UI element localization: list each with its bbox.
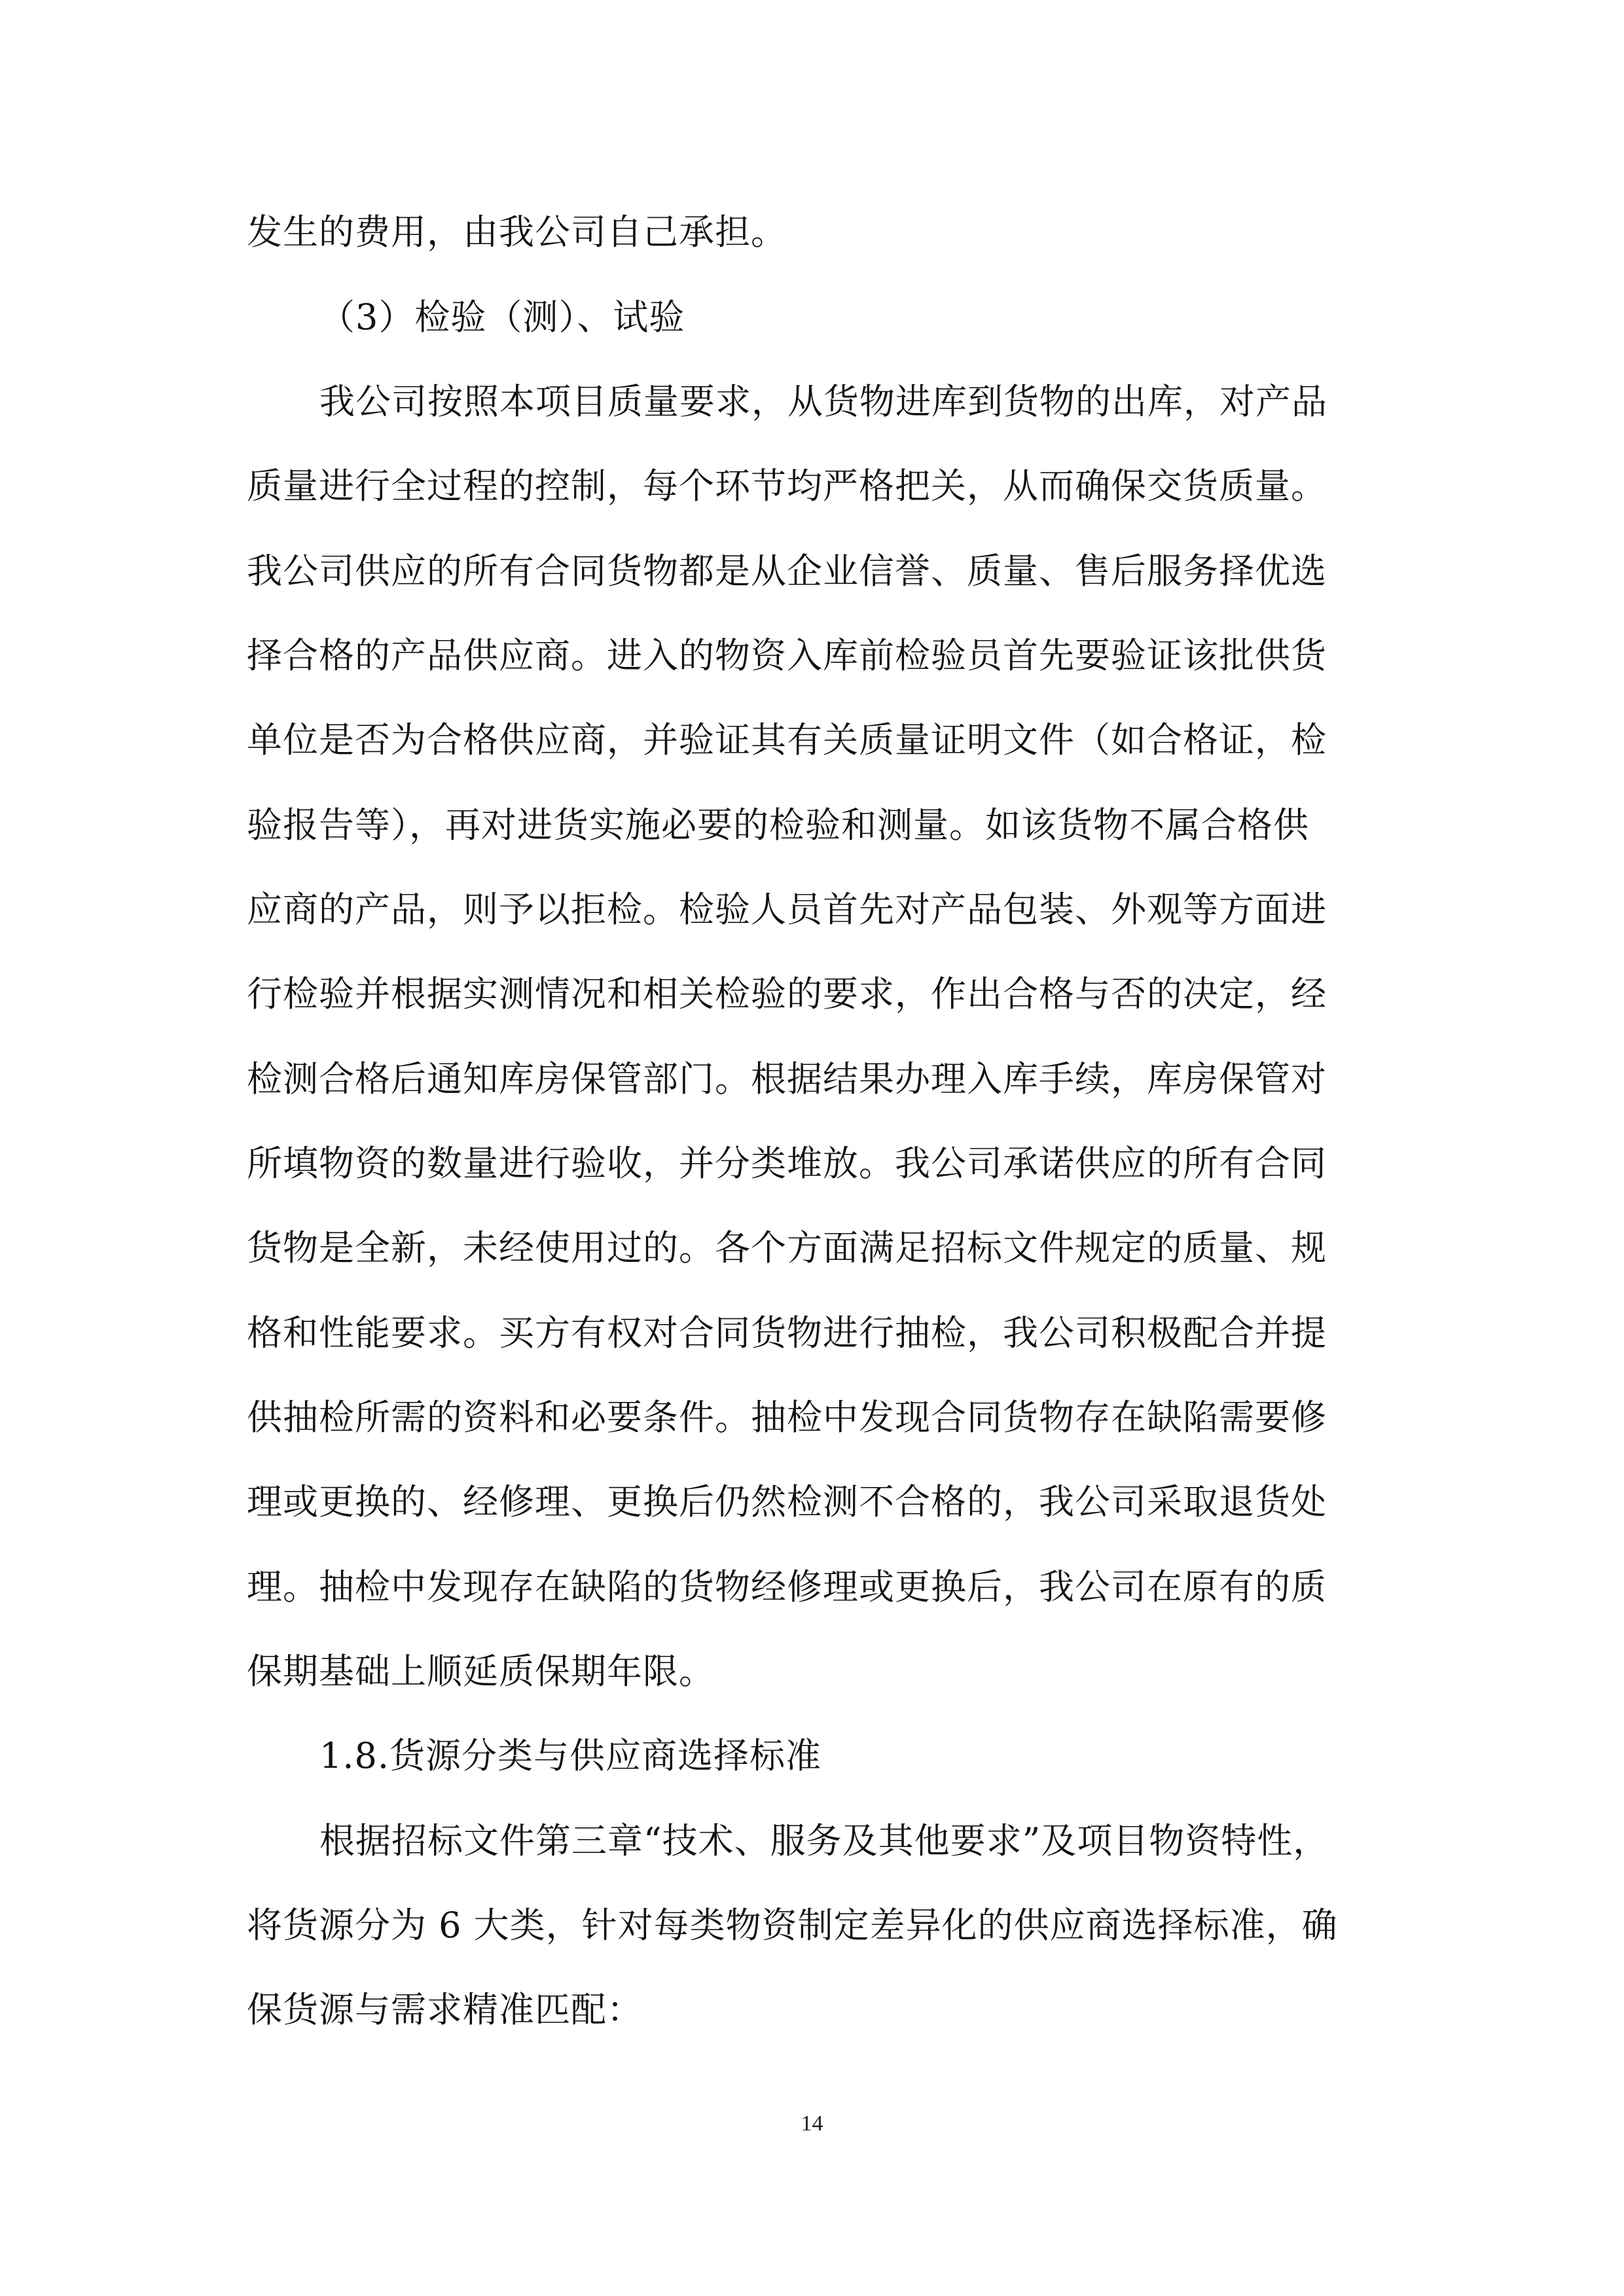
- paragraph-line: 单位是否为合格供应商，并验证其有关质量证明文件（如合格证，检: [247, 719, 1327, 761]
- paragraph-line: 货物是全新，未经使用过的。各个方面满足招标文件规定的质量、规: [247, 1227, 1327, 1268]
- paragraph-line: 行检验并根据实测情况和相关检验的要求，作出合格与否的决定，经: [247, 973, 1327, 1014]
- paragraph-line: 格和性能要求。买方有权对合同货物进行抽检，我公司积极配合并提: [247, 1312, 1327, 1354]
- paragraph-line: 验报告等），再对进货实施必要的检验和测量。如该货物不属合格供: [247, 804, 1309, 846]
- paragraph-line: 理。抽检中发现存在缺陷的货物经修理或更换后，我公司在原有的质: [247, 1566, 1327, 1607]
- section-heading: 1.8.货源分类与供应商选择标准: [319, 1735, 822, 1776]
- paragraph-line: 保货源与需求精准匹配：: [247, 1989, 643, 2030]
- paragraph-line: 质量进行全过程的控制，每个环节均严格把关，从而确保交货质量。: [247, 465, 1327, 507]
- paragraph-line: 我公司供应的所有合同货物都是从企业信誉、质量、售后服务择优选: [247, 550, 1327, 592]
- page-number: 14: [801, 2111, 823, 2136]
- paragraph-line: 根据招标文件第三章“技术、服务及其他要求”及项目物资特性，: [319, 1820, 1329, 1861]
- paragraph-line: 择合格的产品供应商。进入的物资入库前检验员首先要验证该批供货: [247, 635, 1327, 676]
- paragraph-line: 所填物资的数量进行验收，并分类堆放。我公司承诺供应的所有合同: [247, 1143, 1327, 1184]
- paragraph-line: 将货源分为 6 大类，针对每类物资制定差异化的供应商选择标准，确: [247, 1905, 1338, 1946]
- paragraph-line: 检测合格后通知库房保管部门。根据结果办理入库手续，库房保管对: [247, 1058, 1327, 1100]
- paragraph-line: 发生的费用，由我公司自己承担。: [247, 211, 787, 253]
- subsection-heading: （3）检验（测）、试验: [319, 296, 685, 338]
- paragraph-line: 应商的产品，则予以拒检。检验人员首先对产品包装、外观等方面进: [247, 889, 1327, 930]
- paragraph-line: 保期基础上顺延质保期年限。: [247, 1651, 715, 1692]
- paragraph-line: 供抽检所需的资料和必要条件。抽检中发现合同货物存在缺陷需要修: [247, 1397, 1327, 1438]
- paragraph-line: 理或更换的、经修理、更换后仍然检测不合格的，我公司采取退货处: [247, 1481, 1327, 1522]
- paragraph-line: 我公司按照本项目质量要求，从货物进库到货物的出库，对产品: [319, 381, 1327, 422]
